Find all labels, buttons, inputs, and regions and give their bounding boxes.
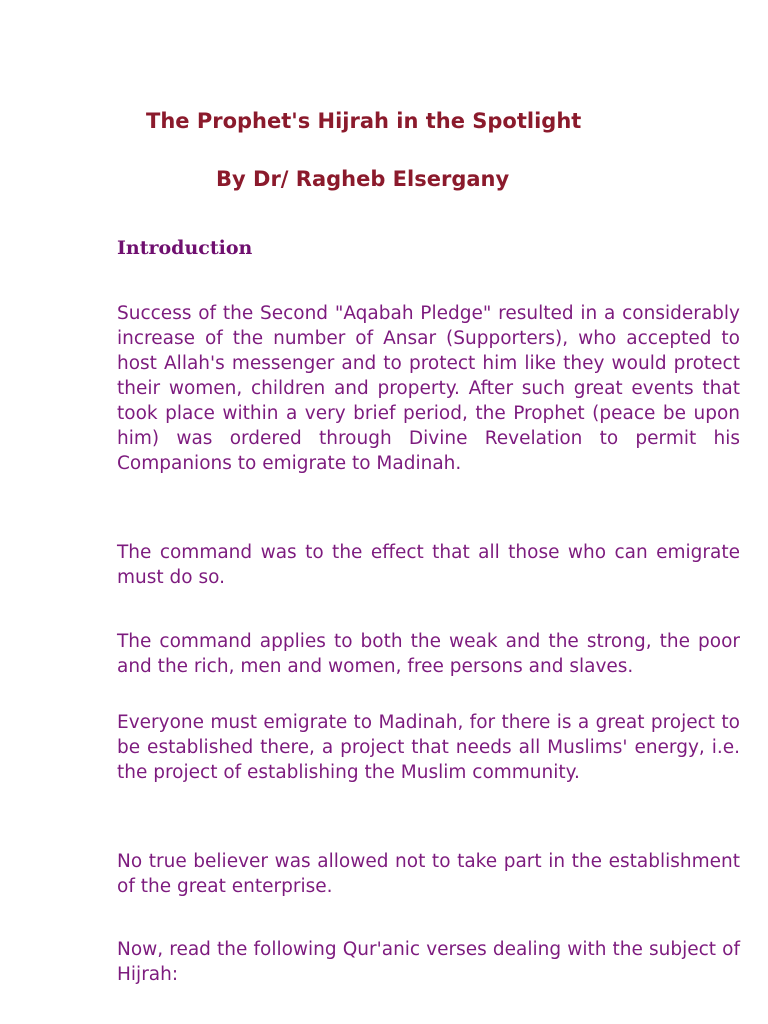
section-heading-introduction: Introduction [117,237,253,259]
paragraph: Now, read the following Qur'anic verses dealing with the subject of Hijrah: [117,939,740,985]
paragraph: The command applies to both the weak and the strong, the poor and the rich, men and women, free persons and slaves. [117,631,740,677]
paragraph: The command was to the effect that all those who can emigrate must do so. [117,542,740,588]
author-byline: By Dr/ Ragheb Elsergany [216,167,510,191]
document-title: The Prophet's Hijrah in the Spotlight [146,109,582,133]
paragraph: Everyone must emigrate to Madinah, for there is a great project to be established there, a project that needs all Muslims' energy, i.e. the project of establishing the Muslim community. [117,712,740,783]
paragraph: Success of the Second "Aqabah Pledge" resulted in a considerably increase of the number of Ansar (Supporters), who accepted to host Allah's messenger and to protect him like they would protect their women, children and property. After such great events that took place within a very brief period, the Prophet (peace be upon him) was ordered through Divine Revelation to permit his Companions to emigrate to Madinah. [117,303,740,474]
paragraph: No true believer was allowed not to take part in the establishment of the great enterprise. [117,851,740,897]
